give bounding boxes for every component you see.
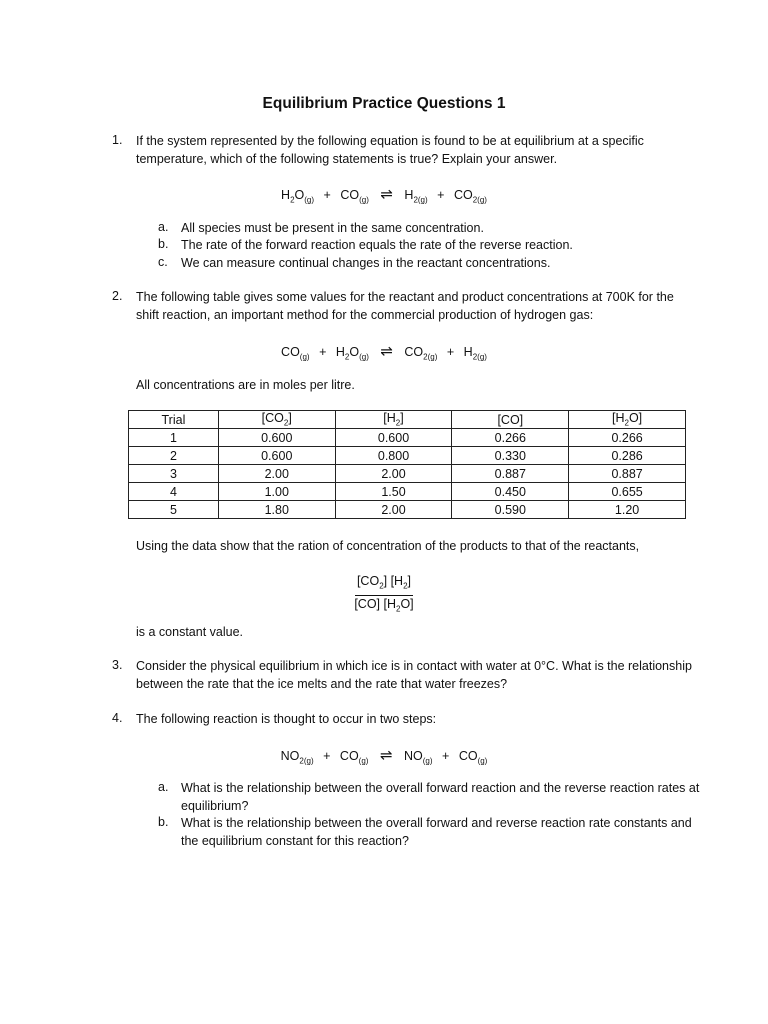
table-cell: 1.80 [218, 501, 335, 519]
header-co: [CO] [452, 411, 569, 429]
table-cell: 0.286 [569, 447, 686, 465]
table-header-row [129, 411, 686, 429]
equilibrium-arrow-icon: ⇌ [380, 343, 393, 360]
q1-option-b-letter: b. [158, 237, 169, 251]
table-cell: 2.00 [335, 465, 452, 483]
table-cell: 1.20 [569, 501, 686, 519]
q4-option-a-letter: a. [158, 780, 169, 794]
table-cell: 4 [129, 483, 219, 501]
q2-equation: $CO_{(g)} + H_2O_{(g)}$ ⇌ $CO_{2(g)} + H_{2(g)}$ [281, 343, 487, 362]
q1-option-b: The rate of the forward reaction equals the rate of the reverse reaction. [181, 238, 573, 252]
equilibrium-arrow-icon: ⇌ [379, 747, 393, 764]
table-cell: 0.600 [218, 447, 335, 465]
table-cell: 1.50 [335, 483, 452, 501]
q4-option-b-letter: b. [158, 815, 169, 829]
table-cell: 0.600 [335, 429, 452, 447]
units-note: All concentrations are in moles per litre. [136, 378, 355, 392]
table-cell: 0.266 [569, 429, 686, 447]
header-h2o: $[H_2O]$ [569, 411, 686, 429]
q4-text: The following reaction is thought to occur in two steps: [136, 712, 437, 726]
table-cell: 0.590 [452, 501, 569, 519]
table-cell: 0.266 [452, 429, 569, 447]
q1-option-a-letter: a. [158, 220, 169, 234]
q1-equation: $H_2O_{(g)} + CO_{(g)}$ ⇌ $H_{2(g)} + CO_{2(g)}$ [281, 186, 487, 205]
table-row [129, 501, 686, 519]
header-co2: $[CO_2]$ [218, 411, 335, 429]
q4-equation: $NO_{2(g)} + CO_{(g)}$ ⇌ $NO_{(g)} + CO_{(g)}$ [280, 747, 488, 766]
table-cell: 0.655 [569, 483, 686, 501]
table-row [129, 465, 686, 483]
table-row [129, 429, 686, 447]
q1-text: If the system represented by the following equation is found to be at equilibrium at a specific temperature, which of the following statements is true? Explain your answer. [136, 134, 644, 166]
table-cell: 0.887 [569, 465, 686, 483]
q2-followup: Using the data show that the ration of concentration of the products to that of the reactants, [136, 539, 640, 553]
q2-conclusion: is a constant value. [136, 625, 244, 639]
ratio-numerator: $[CO_2]$ $[H_2]$ [355, 573, 413, 596]
q4-option-b: What is the relationship between the overall forward and reverse reaction rate constants and the equilibrium constant for this reaction? [181, 816, 692, 848]
concentration-ratio [0, 573, 768, 617]
table-cell: 2.00 [335, 501, 452, 519]
header-trial: Trial [129, 411, 219, 429]
table-row [129, 447, 686, 465]
page-title: Equilibrium Practice Questions 1 [262, 95, 506, 112]
q1-option-c-letter: c. [158, 255, 168, 269]
q4-option-a: What is the relationship between the overall forward reaction and the reverse reaction rates at equilibrium? [181, 781, 700, 813]
concentration-table [128, 410, 686, 519]
table-cell: 0.450 [452, 483, 569, 501]
table-cell: 1 [129, 429, 219, 447]
q3-number: 3. [112, 658, 123, 672]
equilibrium-arrow-icon: ⇌ [380, 186, 393, 203]
table-row [129, 483, 686, 501]
q2-number: 2. [112, 289, 123, 303]
table-cell: 3 [129, 465, 219, 483]
table-cell: 5 [129, 501, 219, 519]
q1-number: 1. [112, 133, 123, 147]
q1-option-a: All species must be present in the same concentration. [181, 221, 484, 235]
table-cell: 1.00 [218, 483, 335, 501]
table-cell: 2.00 [218, 465, 335, 483]
q4-number: 4. [112, 711, 123, 725]
table-cell: 2 [129, 447, 219, 465]
table-cell: 0.800 [335, 447, 452, 465]
ratio-denominator: [CO] $[H_2O]$ [354, 596, 414, 613]
q3-text: Consider the physical equilibrium in which ice is in contact with water at 0°C. What is the relationship between the rate that the ice melts and the rate that water freezes? [136, 659, 692, 691]
header-h2: $[H_2]$ [335, 411, 452, 429]
q1-option-c: We can measure continual changes in the reactant concentrations. [181, 256, 551, 270]
table-cell: 0.600 [218, 429, 335, 447]
table-cell: 0.887 [452, 465, 569, 483]
q2-text: The following table gives some values for the reactant and product concentrations at 700K for the shift reaction, an important method for the commercial production of hydrogen gas: [136, 290, 674, 322]
table-cell: 0.330 [452, 447, 569, 465]
